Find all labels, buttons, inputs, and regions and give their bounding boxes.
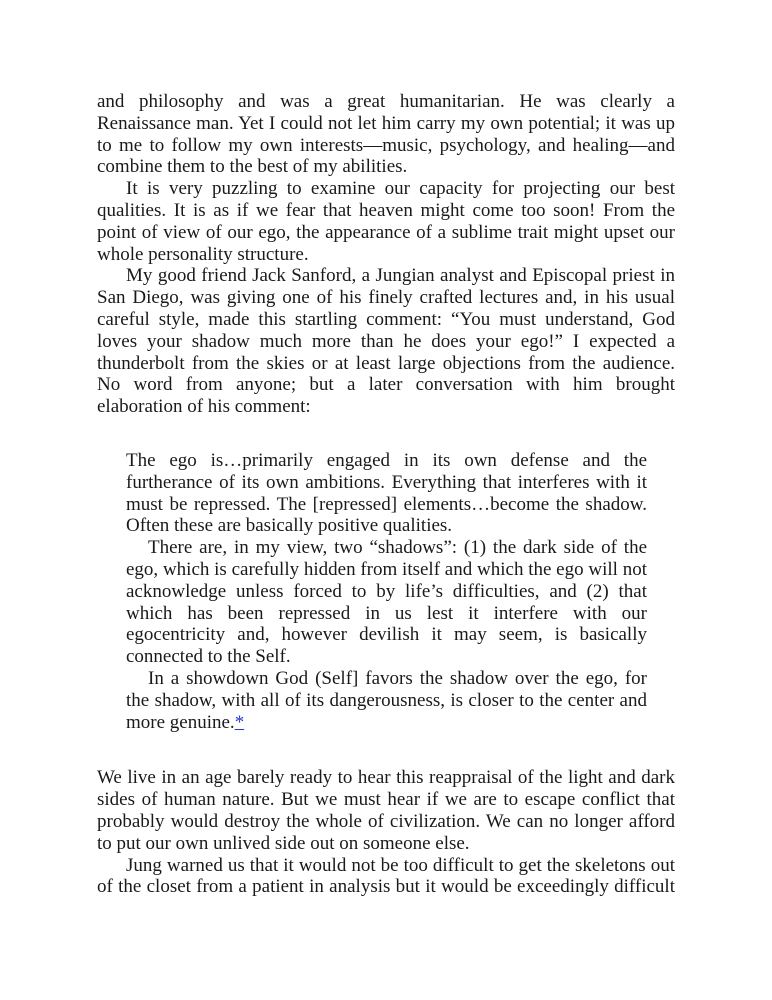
quote-paragraph-two-shadows: There are, in my view, two “shadows”: (1) the dark side of the ego, which is carefully hidden from itself and which the ego will not acknowledge unless forced to by life’s difficulties, and (2) that which has been repressed in us lest it interfere with our egocentricity and, however devilish it may seem, is basically connected to the Self. (126, 537, 647, 668)
footnote-link[interactable]: * (234, 711, 245, 733)
page-text-block (97, 91, 675, 898)
quote-showdown-text: In a showdown God (Self] favors the shadow over the ego, for the shadow, with all of its dangerousness, is closer to the center and more genuine. (126, 667, 647, 733)
quote-paragraph-ego-defense: The ego is…primarily engaged in its own defense and the furtherance of its own ambitions. Everything that interferes with it must be repressed. The [repressed] elements…become the shadow. Often these are basically positive qualities. (126, 449, 647, 537)
paragraph-projecting-best-qualities: It is very puzzling to examine our capacity for projecting our best qualities. It is as if we fear that heaven might come too soon! From the point of view of our ego, the appearance of a sublime trait might upset our whole personality structure. (97, 178, 675, 265)
block-quote (126, 450, 647, 733)
paragraph-jung-warned: Jung warned us that it would not be too difficult to get the skeletons out of the closet from a patient in analysis but it would be exceedingly difficult (97, 854, 675, 898)
paragraph-jack-sanford: My good friend Jack Sanford, a Jungian analyst and Episcopal priest in San Diego, was giving one of his finely crafted lectures and, in his usual careful style, made this startling comment: “You must understand, God loves your shadow much more than he does your ego!” I expected a thunderbolt from the skies or at least large objections from the audience. No word from anyone; but a later conversation with him brought elaboration of his comment: (97, 265, 675, 418)
paragraph-renaissance-man: and philosophy and was a great humanitarian. He was clearly a Renaissance man. Yet I could not let him carry my own potential; it was up to me to follow my own interests—music, psychology, and healing—and combine them to the best of my abilities. (97, 91, 675, 178)
paragraph-reappraisal: We live in an age barely ready to hear this reappraisal of the light and dark sides of human nature. But we must hear if we are to escape conflict that probably would destroy the whole of civilization. We can no longer afford to put our own unlived side out on someone else. (97, 767, 675, 854)
quote-paragraph-showdown (126, 668, 647, 733)
